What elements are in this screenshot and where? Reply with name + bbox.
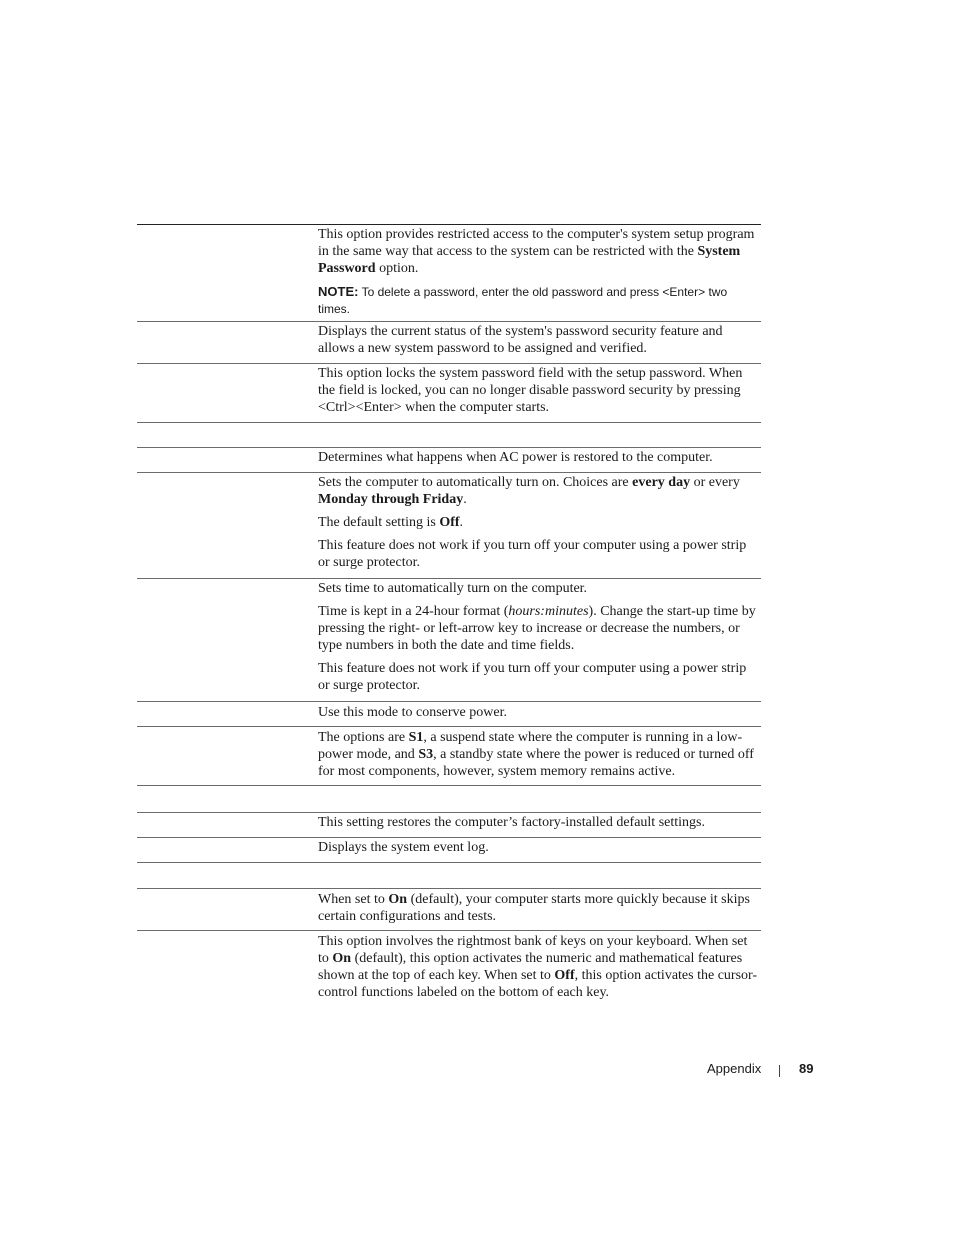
description: This feature does not work if you turn off your computer using a power strip or surge protector. [318,661,747,693]
table-rule [137,837,761,838]
table-row [318,449,761,472]
table-row [318,933,761,1007]
table-row [318,814,761,837]
default-setting: The default setting is Off. [318,515,464,530]
description: Use this mode to conserve power. [318,705,507,720]
note-text: To delete a password, enter the old password and press <Enter> two times. [318,285,728,316]
table-rule [137,578,761,579]
description: Displays the system event log. [318,840,489,855]
description: This option locks the system password field with the setup password. When the field is locked, you can no longer disable password security by pressing <Ctrl><Enter> when the computer starts. [318,366,743,415]
table-row [318,323,761,363]
page-number: 89 [799,1061,814,1076]
description: When set to On (default), your computer starts more quickly because it skips certain configurations and tests. [318,892,750,924]
table-row [318,580,761,700]
description: Sets time to automatically turn on the computer. [318,581,588,596]
table-row [318,891,761,931]
note-label: NOTE: [318,284,359,299]
description: This feature does not work if you turn off your computer using a power strip or surge protector. [318,538,747,570]
table-rule [137,422,761,423]
description: This option involves the rightmost bank of keys on your keyboard. When set to On (default), this option activates the numeric and mathematical features shown at the top of each key. When set to Off, this option activates the cursor-control functions labeled on the bottom of each key. [318,934,758,1000]
description: This option provides restricted access to the computer's system setup program in the same way that access to the system can be restricted with the System Password option. [318,227,755,276]
note [318,283,761,318]
description: Displays the current status of the system's password security feature and allows a new system password to be assigned and verified. [318,324,723,356]
table-row [318,729,761,786]
footer-section-label: Appendix [707,1061,762,1076]
table-row [318,474,761,577]
table-rule [137,888,761,889]
description: Determines what happens when AC power is restored to the computer. [318,450,713,465]
table-top-rule [137,224,761,225]
table-rule [137,812,761,813]
table-rule [137,862,761,863]
table-rule [137,701,761,702]
table-rule [137,447,761,448]
table-row [318,365,761,422]
description: Time is kept in a 24-hour format (hours:minutes). Change the start-up time by pressing the right- or left-arrow key to increase or decrease the numbers, or type numbers in both the date and time fields. [318,604,756,653]
description: The options are S1, a suspend state where the computer is running in a low-power mode, and S3, a standby state where the power is reduced or turned off for most components, however, system memory remains active. [318,730,754,779]
footer-separator [779,1065,780,1077]
description: This setting restores the computer’s factory-installed default settings. [318,815,705,830]
table-row [318,704,761,727]
table-rule [137,363,761,364]
table-rule [137,472,761,473]
description: Sets the computer to automatically turn on. Choices are every day or every Monday through Friday. [318,475,740,507]
table-row [318,839,761,862]
table-row [318,226,761,324]
